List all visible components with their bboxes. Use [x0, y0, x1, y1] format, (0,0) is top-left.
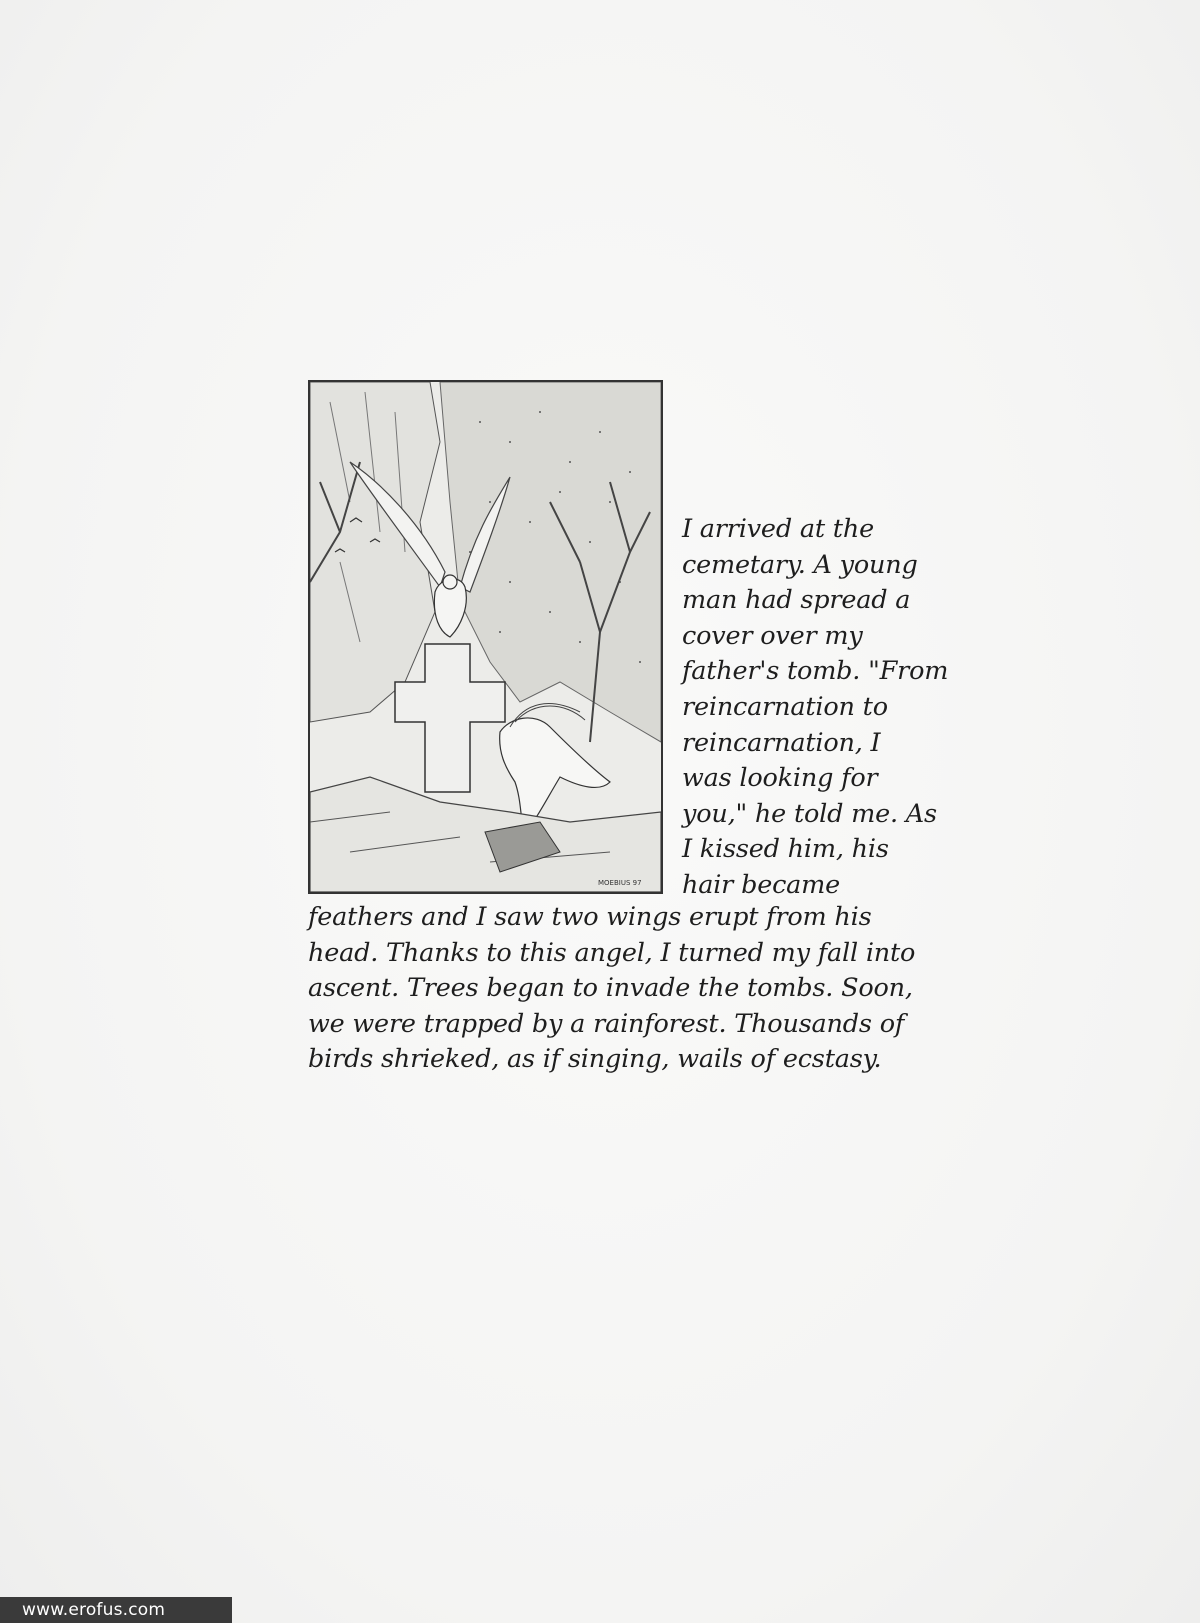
text-line: reincarnation, I: [682, 727, 881, 758]
text-line: birds shrieked, as if singing, wails of ecstasy.: [308, 1044, 882, 1075]
text-line: hair became: [682, 869, 841, 900]
text-line: feathers and I saw two wings erupt from his: [308, 902, 872, 932]
text-line: man had spread a: [682, 585, 911, 616]
text-line: you," he told me. As: [682, 798, 937, 829]
text-line: cemetary. A young: [682, 549, 918, 580]
text-line: was looking for: [682, 763, 878, 794]
story-text-bottom: [308, 900, 948, 1078]
text-line: ascent. Trees began to invade the tombs. Soon,: [308, 973, 913, 1004]
text-line: I kissed him, his: [682, 834, 889, 865]
cemetery-angel-illustration: [310, 382, 661, 892]
text-line: I arrived at the: [682, 514, 874, 544]
illustration-signature: MOEBIUS 97: [598, 879, 642, 887]
text-line: father's tomb. "From: [682, 656, 949, 687]
text-line: we were trapped by a rainforest. Thousands of: [308, 1008, 905, 1039]
text-line: reincarnation to: [682, 691, 888, 722]
site-watermark: www.erofus.com: [0, 1597, 232, 1623]
illustration-frame: [308, 380, 663, 894]
text-line: cover over my: [682, 620, 863, 651]
text-line: head. Thanks to this angel, I turned my fall into: [308, 937, 916, 968]
story-text-side: [682, 512, 982, 904]
